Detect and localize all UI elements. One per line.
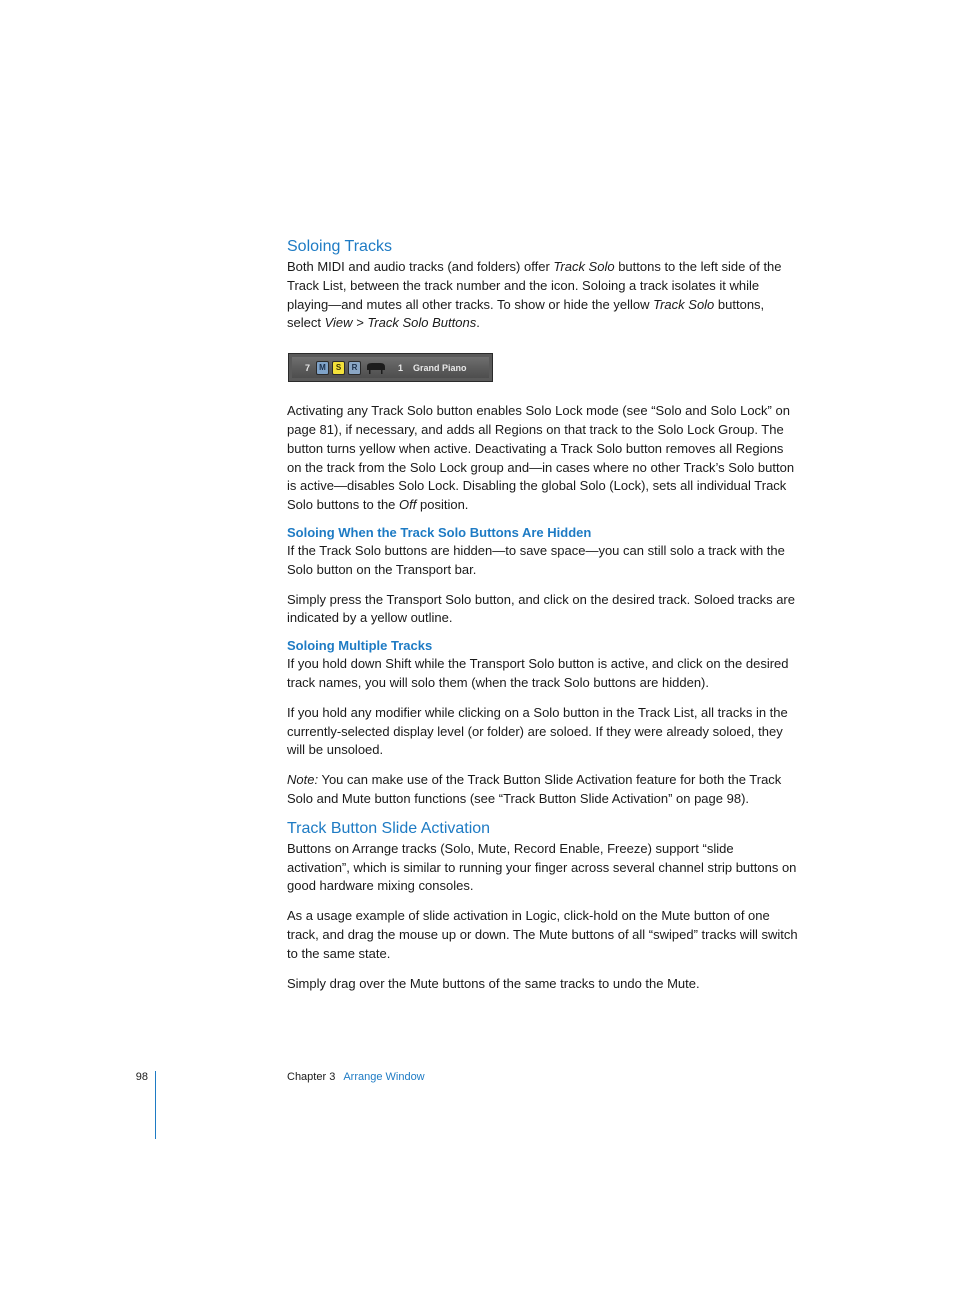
- track-header-screenshot: [288, 353, 493, 382]
- mute-button: M: [316, 361, 329, 375]
- grand-piano-icon: [366, 362, 386, 374]
- track-name: Grand Piano: [413, 362, 467, 373]
- page-content: [287, 236, 799, 993]
- body-paragraph: If you hold down Shift while the Transport Solo button is active, and click on the desired track names, you will solo them (when the track Solo buttons are hidden).: [287, 656, 789, 690]
- body-paragraph: Both MIDI and audio tracks (and folders) offer Track Solo buttons to the left side of the Track List, between the track number and the icon. Soloing a track isolates it while playing—and mutes all other tracks. To show or hide the yellow Track Solo buttons, select View > Track Solo Buttons.: [287, 259, 782, 331]
- italic-term: Track Solo: [653, 296, 715, 312]
- footer-rule: [155, 1071, 156, 1139]
- note-text: You can make use of the Track Button Slide Activation feature for both the Track Solo and Mute button functions (see “Track Button Slide Activation” on page 98).: [287, 772, 782, 806]
- subheading-hidden-buttons: Soloing When the Track Solo Buttons Are Hidden: [287, 524, 592, 540]
- body-paragraph: As a usage example of slide activation in Logic, click-hold on the Mute button of one track, and drag the mouse up or down. The Mute buttons of all “swiped” tracks will switch to the same state.: [287, 908, 798, 961]
- chapter-footer: [287, 1070, 425, 1084]
- section-heading-soloing-tracks: Soloing Tracks: [287, 238, 392, 255]
- body-paragraph: If the Track Solo buttons are hidden—to save space—you can still solo a track with the Solo button on the Transport bar.: [287, 542, 785, 577]
- body-paragraph: Simply press the Transport Solo button, and click on the desired track. Soloed tracks are indicated by a yellow outline.: [287, 591, 795, 626]
- chapter-label: Chapter 3: [287, 1071, 336, 1083]
- body-paragraph: If you hold any modifier while clicking on a Solo button in the Track List, all tracks in the currently-selected display level (or folder) are soloed. If they were already soloed, they will be unsoloed.: [287, 704, 788, 758]
- italic-term: Track Solo: [553, 259, 615, 274]
- page-number: 98: [135, 1071, 148, 1083]
- chapter-title-link[interactable]: Arrange Window: [343, 1071, 425, 1083]
- track-number: 7: [304, 362, 310, 373]
- note-label: Note:: [287, 772, 319, 788]
- record-enable-button: R: [348, 361, 361, 375]
- body-paragraph: Simply drag over the Mute buttons of the same tracks to undo the Mute.: [287, 975, 700, 991]
- track-index: 1: [398, 362, 404, 373]
- track-solo-button: S: [332, 361, 345, 375]
- section-heading-slide-activation: Track Button Slide Activation: [287, 819, 491, 837]
- italic-term: Off: [399, 497, 417, 513]
- subheading-multiple-tracks: Soloing Multiple Tracks: [287, 638, 433, 654]
- italic-term: View > Track Solo Buttons: [324, 315, 477, 331]
- body-paragraph: Activating any Track Solo button enables Solo Lock mode (see “Solo and Solo Lock” on page 81), if necessary, and adds all Regions on that track to the Solo Lock Group. The button turns yellow when active. Deactivating a Track Solo button removes all Regions on the track from the Solo Lock group and—in cases where no other Track’s Solo button is active—disables Solo Lock. Disabling the global Solo (Lock), sets all individual Track Solo buttons to the Off position.: [287, 403, 795, 513]
- body-paragraph: Buttons on Arrange tracks (Solo, Mute, Record Enable, Freeze) support “slide activation”, which is similar to running your finger across several channel strip buttons on good hardware mixing consoles.: [287, 840, 797, 894]
- note-paragraph: [287, 771, 799, 809]
